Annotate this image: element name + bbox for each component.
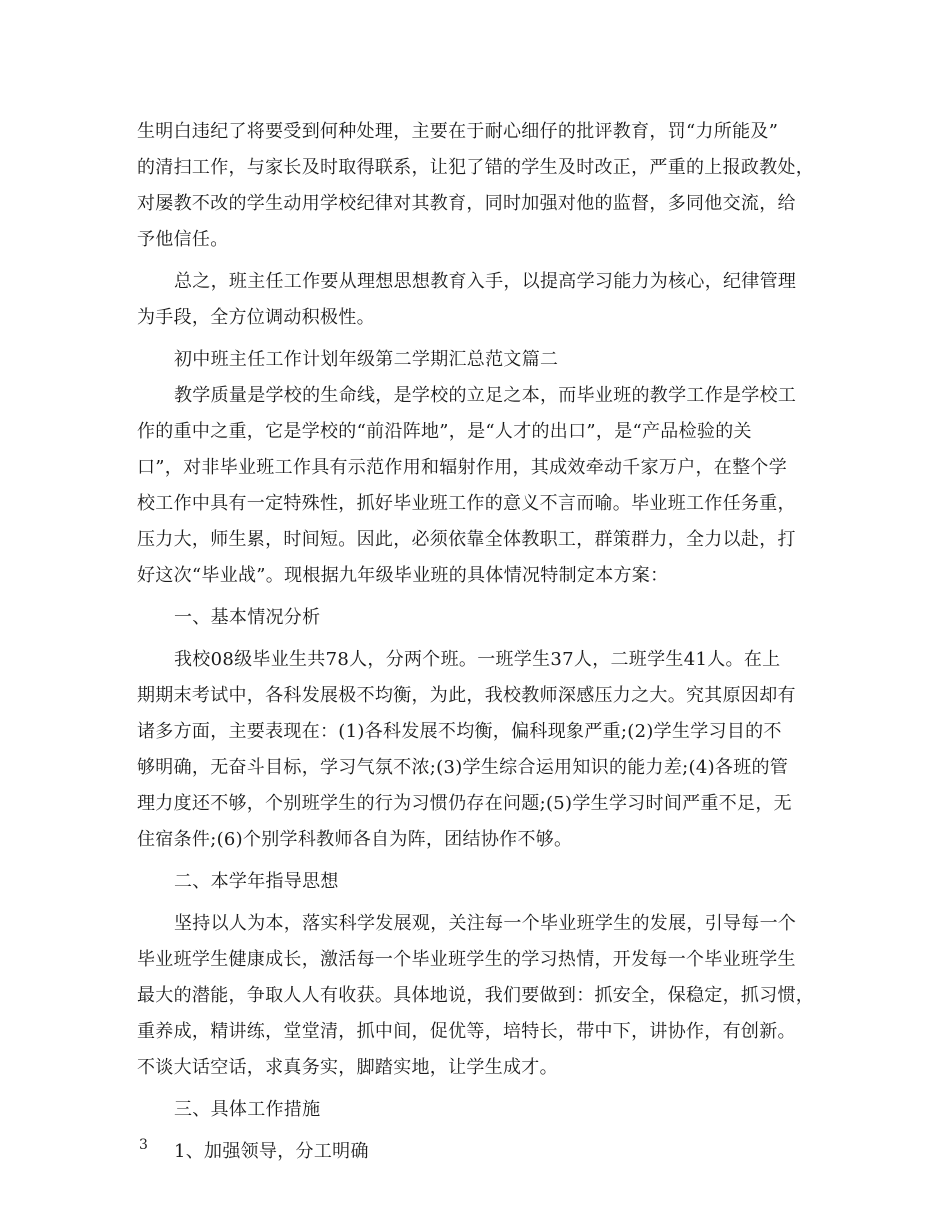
text-line: 的清扫工作，与家长及时取得联系，让犯了错的学生及时改正，严重的上报政教处， [137, 157, 815, 178]
subheading-leadership [137, 1134, 837, 1170]
document-body [137, 114, 837, 1170]
page-number: 3 [139, 1137, 148, 1153]
heading-guiding-ideology [137, 864, 837, 900]
text-line: 住宿条件;(6)个别学科教师各自为阵，团结协作不够。 [137, 829, 573, 850]
text-line: 期期末考试中，各科发展极不均衡，为此，我校教师深感压力之大。究其原因却有 [137, 685, 796, 706]
section-title [137, 342, 837, 378]
text-line: 1、加强领导，分工明确 [174, 1141, 369, 1162]
text-line: 坚持以人为本，落实科学发展观，关注每一个毕业班学生的发展，引导每一个 [174, 913, 797, 934]
text-line: 我校08级毕业生共78人，分两个班。一班学生37人，二班学生41人。在上 [174, 649, 781, 670]
text-line: 对屡教不改的学生动用学校纪律对其教育，同时加强对他的监督，多同他交流，给 [137, 193, 796, 214]
text-line: 毕业班学生健康成长，激活每一个毕业班学生的学习热情，开发每一个毕业班学生 [137, 949, 796, 970]
text-line: 总之，班主任工作要从理想思想教育入手，以提高学习能力为核心，纪律管理 [174, 271, 797, 292]
text-line: 压力大，师生累，时间短。因此，必须依靠全体教职工，群策群力，全力以赴，打 [137, 529, 796, 550]
text-line: 校工作中具有一定特殊性，抓好毕业班工作的意义不言而喻。毕业班工作任务重， [137, 493, 796, 514]
text-line: 够明确，无奋斗目标，学习气氛不浓;(3)学生综合运用知识的能力差;(4)各班的管 [137, 757, 789, 778]
paragraph-guiding-ideology [137, 906, 837, 1086]
text-line: 生明白违纪了将要受到何种处理，主要在于耐心细仔的批评教育，罚“力所能及” [137, 121, 779, 142]
text-line: 初中班主任工作计划年级第二学期汇总范文篇二 [174, 349, 559, 370]
text-line: 一、基本情况分析 [174, 607, 321, 628]
text-line: 最大的潜能，争取人人有收获。具体地说，我们要做到：抓安全，保稳定，抓习惯， [137, 985, 815, 1006]
text-line: 口”，对非毕业班工作具有示范作用和辐射作用，其成效牵动千家万户，在整个学 [137, 457, 787, 478]
heading-basic-analysis [137, 600, 837, 636]
paragraph-summary [137, 264, 837, 336]
text-line: 三、具体工作措施 [174, 1099, 321, 1120]
paragraph-teaching-quality [137, 378, 837, 594]
paragraph-basic-analysis [137, 642, 837, 858]
text-line: 教学质量是学校的生命线，是学校的立足之本，而毕业班的教学工作是学校工 [174, 385, 797, 406]
text-line: 予他信任。 [137, 229, 229, 250]
text-line: 二、本学年指导思想 [174, 871, 339, 892]
text-line: 好这次“毕业战”。现根据九年级毕业班的具体情况特制定本方案： [137, 565, 669, 586]
text-line: 为手段，全方位调动积极性。 [137, 307, 375, 328]
text-line: 不谈大话空话，求真务实，脚踏实地，让学生成才。 [137, 1057, 558, 1078]
text-line: 理力度还不够，个别班学生的行为习惯仍存在问题;(5)学生学习时间严重不足，无 [137, 793, 792, 814]
text-line: 重养成，精讲练，堂堂清，抓中间，促优等，培特长，带中下，讲协作，有创新。 [137, 1021, 796, 1042]
text-line: 诸多方面，主要表现在：(1)各科发展不均衡，偏科现象严重;(2)学生学习目的不 [137, 721, 782, 742]
text-line: 作的重中之重，它是学校的“前沿阵地”，是“人才的出口”，是“产品检验的关 [137, 421, 752, 442]
paragraph-discipline-handling [137, 114, 837, 258]
heading-work-measures [137, 1092, 837, 1128]
